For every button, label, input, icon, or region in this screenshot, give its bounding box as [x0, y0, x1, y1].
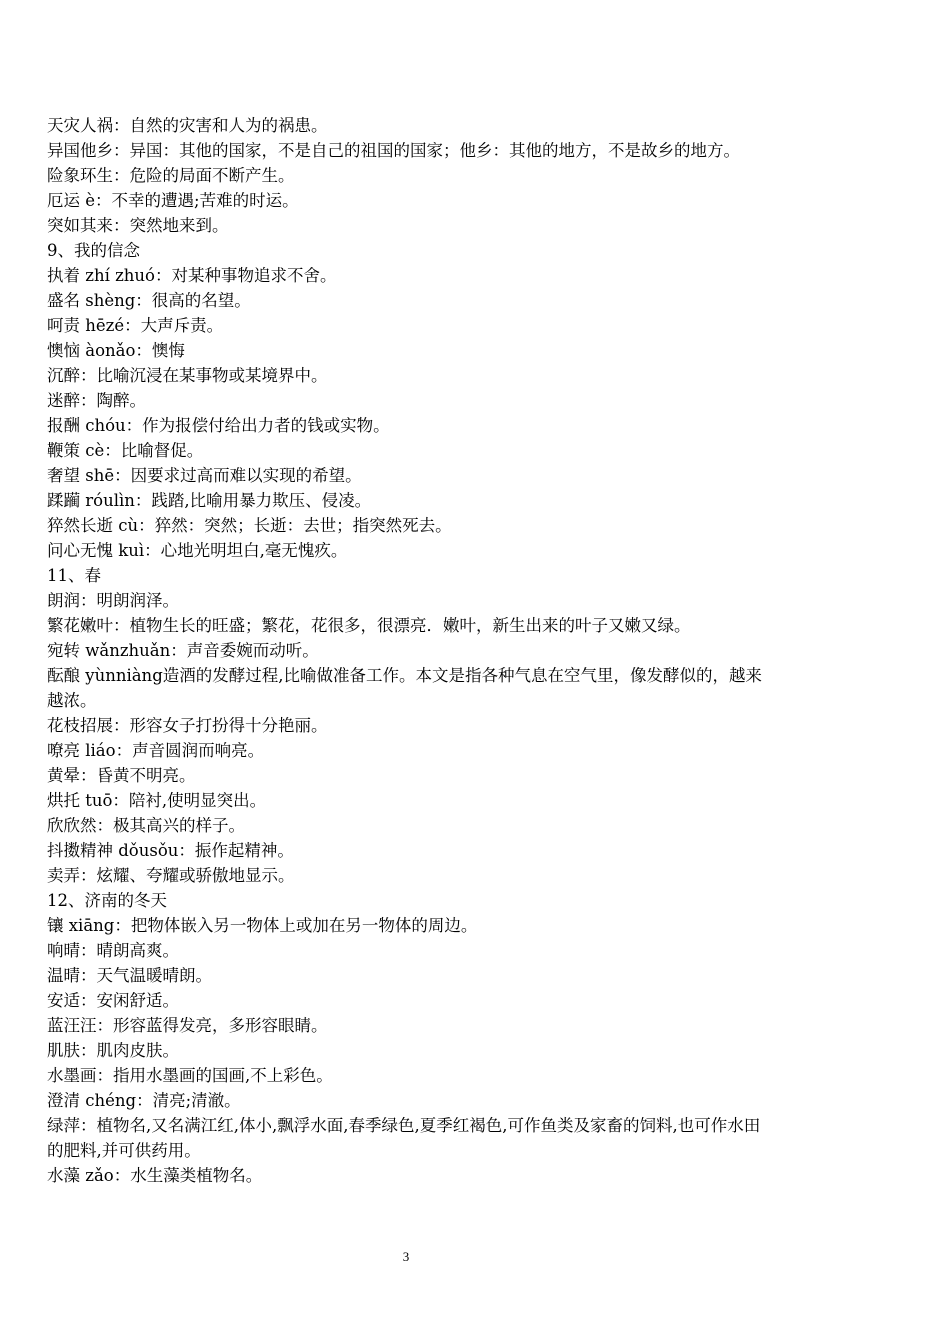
vocab-entry: 温晴：天气温暖晴朗。 — [47, 966, 212, 985]
vocab-entry: 欣欣然：极其高兴的样子。 — [47, 816, 245, 835]
vocab-entry: 肌肤：肌肉皮肤。 — [47, 1041, 179, 1060]
vocab-entry: 花枝招展：形容女子打扮得十分艳丽。 — [47, 716, 328, 735]
vocab-entry: 安适：安闲舒适。 — [47, 991, 179, 1010]
vocab-entry: 迷醉：陶醉。 — [47, 391, 146, 410]
vocab-entry: 异国他乡：异国：其他的国家，不是自己的祖国的国家；他乡：其他的地方，不是故乡的地方。 — [47, 141, 740, 160]
vocab-entry: 厄运 è：不幸的遭遇;苦难的时运。 — [47, 191, 299, 210]
vocab-entry: 奢望 shē：因要求过高而难以实现的希望。 — [47, 466, 362, 485]
vocab-entry: 问心无愧 kuì：心地光明坦白,毫无愧疚。 — [47, 541, 348, 560]
vocab-entry: 水藻 zǎo：水生藻类植物名。 — [47, 1166, 263, 1185]
section-heading: 11、春 — [47, 566, 101, 585]
vocab-entry: 烘托 tuō：陪衬,使明显突出。 — [47, 791, 267, 810]
vocab-entry: 突如其来：突然地来到。 — [47, 216, 229, 235]
vocab-entry: 绿萍：植物名,又名满江红,体小,飘浮水面,春季绿色,夏季红褐色,可作鱼类及家畜的饲料,也可作水田的肥料,并可供药用。 — [47, 1116, 761, 1160]
vocab-entry: 酝酿 yùnniàng造酒的发酵过程,比喻做准备工作。本文是指各种气息在空气里，像发酵似的，越来越浓。 — [47, 666, 762, 710]
vocab-entry: 沉醉：比喻沉浸在某事物或某境界中。 — [47, 366, 328, 385]
vocab-entry: 报酬 chóu：作为报偿付给出力者的钱或实物。 — [47, 416, 390, 435]
vocab-entry: 宛转 wǎnzhuǎn：声音委婉而动听。 — [47, 641, 319, 660]
vocab-entry: 黄晕：昏黄不明亮。 — [47, 766, 196, 785]
vocab-entry: 蓝汪汪：形容蓝得发亮，多形容眼睛。 — [47, 1016, 328, 1035]
vocab-entry: 执着 zhí zhuó：对某种事物追求不舍。 — [47, 266, 337, 285]
vocab-entry: 水墨画：指用水墨画的国画,不上彩色。 — [47, 1066, 333, 1085]
vocab-entry: 卖弄：炫耀、夸耀或骄傲地显示。 — [47, 866, 295, 885]
vocab-entry: 响晴：晴朗高爽。 — [47, 941, 179, 960]
vocab-entry: 繁花嫩叶：植物生长的旺盛；繁花，花很多，很漂亮．嫩叶，新生出来的叶子又嫩又绿。 — [47, 616, 691, 635]
vocab-entry: 鞭策 cè：比喻督促。 — [47, 441, 204, 460]
vocab-entry: 嘹亮 liáo：声音圆润而响亮。 — [47, 741, 265, 760]
vocab-entry: 澄清 chéng：清亮;清澈。 — [47, 1091, 241, 1110]
section-heading: 9、我的信念 — [47, 241, 140, 260]
vocab-entry: 呵责 hēzé：大声斥责。 — [47, 316, 224, 335]
vocab-entry: 险象环生：危险的局面不断产生。 — [47, 166, 295, 185]
vocab-entry: 天灾人祸：自然的灾害和人为的祸患。 — [47, 116, 328, 135]
section-heading: 12、济南的冬天 — [47, 891, 167, 910]
page-number: 3 — [402, 1249, 410, 1264]
vocab-entry: 朗润：明朗润泽。 — [47, 591, 179, 610]
vocab-entry: 懊恼 àonǎo：懊悔 — [47, 341, 185, 360]
vocab-entry: 抖擞精神 dǒusǒu：振作起精神。 — [47, 841, 294, 860]
vocab-entry: 猝然长逝 cù：猝然：突然；长逝：去世；指突然死去。 — [47, 516, 452, 535]
vocab-entry: 盛名 shèng：很高的名望。 — [47, 291, 251, 310]
vocab-entry: 蹂躏 róulìn：践踏,比喻用暴力欺压、侵凌。 — [47, 491, 372, 510]
vocabulary-list — [47, 113, 775, 1188]
vocab-entry: 镶 xiāng：把物体嵌入另一物体上或加在另一物体的周边。 — [47, 916, 478, 935]
